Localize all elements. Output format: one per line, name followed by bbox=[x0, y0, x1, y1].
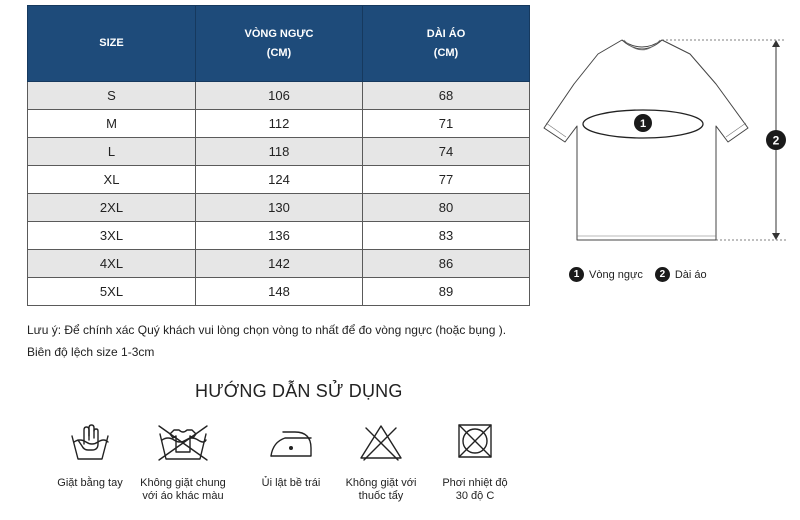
table-row bbox=[28, 110, 530, 138]
care-label: Giặt bằng tay bbox=[57, 477, 123, 489]
care-label: Không giặt với bbox=[345, 477, 417, 489]
note-line-2: Biên độ lệch size 1-3cm bbox=[27, 345, 155, 359]
marker-2-label: 2 bbox=[772, 133, 780, 148]
care-label: 30 độ C bbox=[455, 490, 495, 502]
care-item-no-tumble-dry bbox=[425, 422, 525, 503]
header-length: DÀI ÁO (CM) bbox=[363, 6, 530, 82]
cell-length: 68 bbox=[363, 82, 530, 110]
legend-item-chest bbox=[569, 267, 643, 282]
cell-size: XL bbox=[28, 166, 196, 194]
care-label: với áo khác màu bbox=[142, 490, 224, 502]
tshirt-outline bbox=[544, 40, 748, 240]
care-item-iron bbox=[241, 422, 341, 490]
legend-item-length bbox=[655, 267, 707, 282]
cell-size: 3XL bbox=[28, 222, 196, 250]
no-mixed-wash-icon bbox=[154, 422, 212, 462]
care-item-no-bleach bbox=[331, 422, 431, 503]
cell-length: 89 bbox=[363, 278, 530, 306]
cell-size: 2XL bbox=[28, 194, 196, 222]
care-label: Không giặt chung bbox=[140, 477, 226, 489]
cell-size: 4XL bbox=[28, 250, 196, 278]
cell-length: 77 bbox=[363, 166, 530, 194]
cell-chest: 118 bbox=[196, 138, 363, 166]
no-bleach-icon bbox=[358, 422, 404, 462]
header-chest: VÒNG NGỰC (CM) bbox=[196, 6, 363, 82]
cell-chest: 124 bbox=[196, 166, 363, 194]
tshirt-diagram bbox=[536, 30, 796, 255]
care-label: Phơi nhiệt độ bbox=[442, 477, 508, 489]
legend-label-chest: Vòng ngực bbox=[589, 268, 643, 281]
legend-marker-1: 1 bbox=[569, 267, 584, 282]
legend-label-length: Dài áo bbox=[674, 268, 707, 281]
table-row bbox=[28, 82, 530, 110]
table-row bbox=[28, 194, 530, 222]
cell-length: 86 bbox=[363, 250, 530, 278]
iron-icon bbox=[267, 422, 315, 462]
table-row bbox=[28, 138, 530, 166]
table-row bbox=[28, 278, 530, 306]
hand-wash-icon bbox=[68, 422, 112, 462]
care-label: thuốc tẩy bbox=[358, 490, 404, 502]
usage-title: HƯỚNG DẪN SỬ DỤNG bbox=[195, 381, 403, 401]
marker-1-label: 1 bbox=[639, 118, 647, 130]
diagram-legend bbox=[569, 267, 719, 282]
cell-chest: 148 bbox=[196, 278, 363, 306]
cell-chest: 136 bbox=[196, 222, 363, 250]
cell-length: 83 bbox=[363, 222, 530, 250]
cell-chest: 106 bbox=[196, 82, 363, 110]
table-header-row bbox=[28, 6, 530, 82]
table-row bbox=[28, 222, 530, 250]
cell-size: 5XL bbox=[28, 278, 196, 306]
legend-marker-2: 2 bbox=[655, 267, 670, 282]
cell-length: 80 bbox=[363, 194, 530, 222]
care-item-hand-wash bbox=[40, 422, 140, 490]
table-row bbox=[28, 166, 530, 194]
cell-chest: 142 bbox=[196, 250, 363, 278]
cell-length: 74 bbox=[363, 138, 530, 166]
cell-chest: 112 bbox=[196, 110, 363, 138]
size-table bbox=[27, 5, 530, 306]
cell-size: S bbox=[28, 82, 196, 110]
cell-size: L bbox=[28, 138, 196, 166]
cell-size: M bbox=[28, 110, 196, 138]
no-tumble-dry-icon bbox=[453, 422, 497, 462]
header-size: SIZE bbox=[28, 6, 196, 82]
cell-length: 71 bbox=[363, 110, 530, 138]
table-row bbox=[28, 250, 530, 278]
note-line-1: Lưu ý: Để chính xác Quý khách vui lòng chọn vòng to nhất để đo vòng ngực (hoặc bụng ). bbox=[27, 323, 507, 337]
care-item-no-mixed-wash bbox=[133, 422, 233, 503]
care-label: Ủi lật bề trái bbox=[261, 477, 321, 489]
cell-chest: 130 bbox=[196, 194, 363, 222]
